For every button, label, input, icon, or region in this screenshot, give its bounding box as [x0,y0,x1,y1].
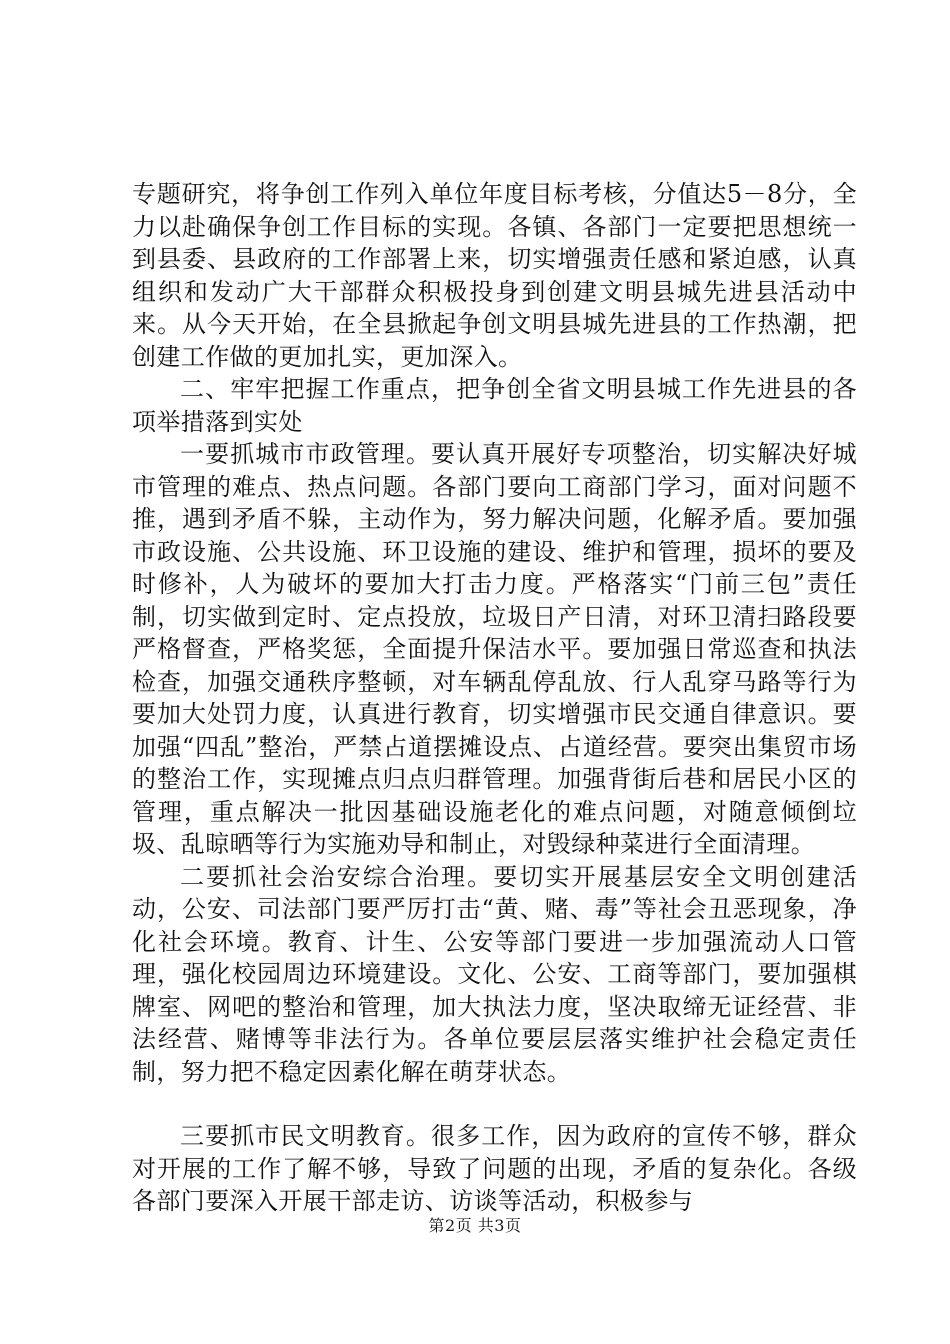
section-heading: 二、牢牢把握工作重点，把争创全省文明县城工作先进县的各项举措落到实处 [132,375,857,436]
paragraph-continuation: 专题研究，将争创工作列入单位年度目标考核，分值达5－8分，全力以赴确保争创工作目标的实现。各镇、各部门一定要把思想统一到县委、县政府的工作部署上来，切实增强责任感和紧迫感，认真组织和发动广大干部群众积极投身到创建文明县城先进县活动中来。从今天开始，在全县掀起争创文明县城先进县的工作热潮，把创建工作做的更加扎实，更加深入。 [132,180,857,371]
paragraph-city-management: 一要抓城市市政管理。要认真开展好专项整治，切实解决好城市管理的难点、热点问题。各部门要向工商部门学习，面对问题不推，遇到矛盾不躲，主动作为，努力解决问题，化解矛盾。要加强市政设施、公共设施、环卫设施的建设、维护和管理，损坏的要及时修补，人为破坏的要加大打击力度。严格落实“门前三包”责任制，切实做到定时、定点投放，垃圾日产日清，对环卫清扫路段要严格督查，严格奖惩，全面提升保洁水平。要加强日常巡查和执法检查，加强交通秩序整顿，对车辆乱停乱放、行人乱穿马路等行为要加大处罚力度，认真进行教育，切实增强市民交通自律意识。要加强“四乱”整治，严禁占道摆摊设点、占道经营。要突出集贸市场的整治工作，实现摊点归点归群管理。加强背街后巷和居民小区的管理，重点解决一批因基础设施老化的难点问题，对随意倾倒垃圾、乱晾晒等行为实施劝导和制止，对毁绿种菜进行全面清理。 [132,440,857,858]
paragraph-civic-education: 三要抓市民文明教育。很多工作，因为政府的宣传不够，群众对开展的工作了解不够，导致了问题的出现，矛盾的复杂化。各级各部门要深入开展干部走访、访谈等活动，积极参与 [132,1122,857,1215]
document-body [132,178,857,1218]
page-number-footer: 第2页 共3页 [428,1216,522,1235]
paragraph-public-security: 二要抓社会治安综合治理。要切实开展基层安全文明创建活动，公安、司法部门要严厉打击“黄、赌、毒”等社会丑恶现象，净化社会环境。教育、计生、公安等部门要进一步加强流动人口管理，强化校园周边环境建设。文化、公安、工商等部门，要加强棋牌室、网吧的整治和管理，加大执法力度，坚决取缔无证经营、非法经营、赌博等非法行为。各单位要层层落实维护社会稳定责任制，努力把不稳定因素化解在萌芽状态。 [132,862,857,1086]
